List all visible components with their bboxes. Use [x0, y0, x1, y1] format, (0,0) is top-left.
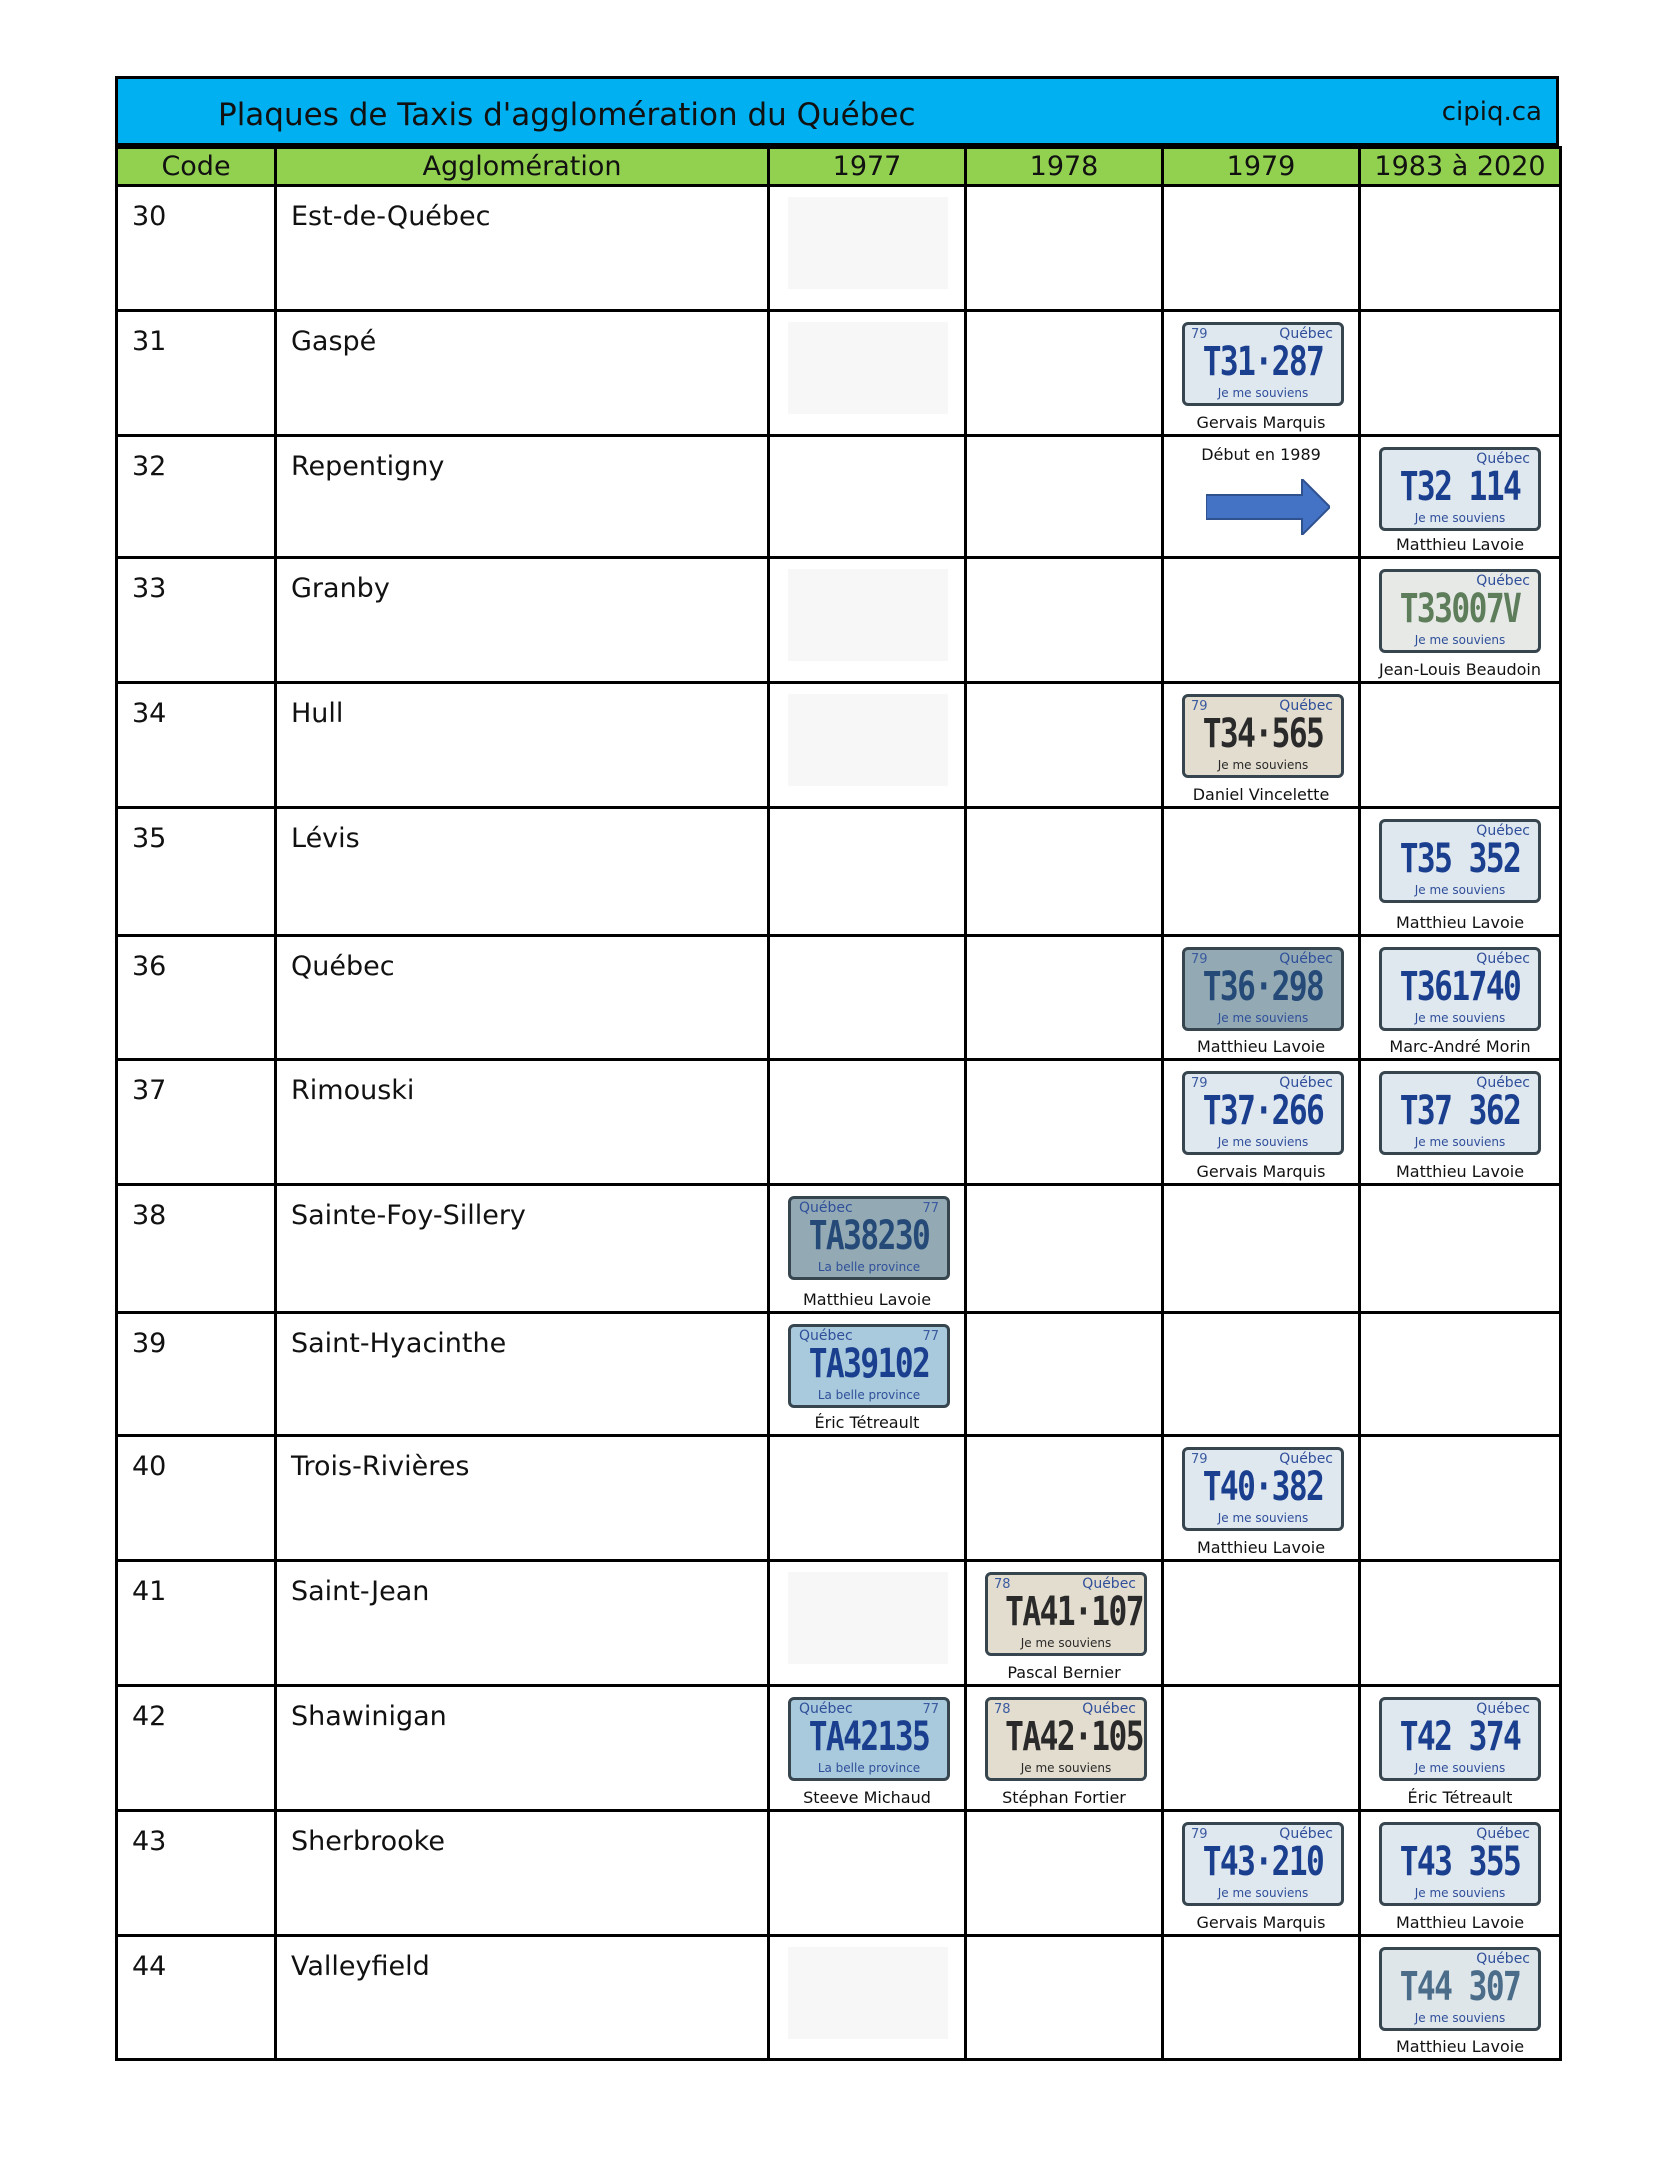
photo-credit: Steeve Michaud [803, 1788, 931, 1807]
cell-1978 [966, 436, 1163, 558]
photo-credit: Pascal Bernier [1007, 1663, 1121, 1682]
agglomeration-cell: Lévis [276, 808, 769, 936]
cell-1978 [966, 808, 1163, 936]
photo-credit: Matthieu Lavoie [1395, 1162, 1525, 1181]
cell-1979 [1163, 311, 1360, 436]
license-plate-image: Québec T32 114 Je me souviens [1379, 447, 1541, 531]
cell-1977 [769, 1686, 966, 1811]
cell-1978 [966, 1936, 1163, 2060]
cell-1977 [769, 1561, 966, 1686]
cell-1983 [1360, 1060, 1561, 1185]
cell-1977 [769, 1436, 966, 1561]
cell-1977 [769, 808, 966, 936]
license-plate-image: 79 Québec T37·266 Je me souviens [1182, 1071, 1344, 1155]
agglomeration-cell: Gaspé [276, 311, 769, 436]
agglomeration-cell: Shawinigan [276, 1686, 769, 1811]
cell-1983 [1360, 436, 1561, 558]
cell-1983 [1360, 1313, 1561, 1436]
cell-1978 [966, 558, 1163, 683]
agglomeration-cell: Saint-Jean [276, 1561, 769, 1686]
photo-credit: Gervais Marquis [1196, 1913, 1326, 1932]
agglomeration-cell: Sherbrooke [276, 1811, 769, 1936]
photo-credit: Stéphan Fortier [1002, 1788, 1126, 1807]
cell-1978 [966, 1185, 1163, 1313]
cell-1979 [1163, 1313, 1360, 1436]
plate-chart-sheet [115, 76, 1559, 2070]
cell-1978 [966, 1436, 1163, 1561]
cell-1978 [966, 1313, 1163, 1436]
column-header-1977: 1977 [769, 148, 966, 186]
start-note: Début en 1989 [1201, 445, 1321, 464]
agglomeration-cell: Trois-Rivières [276, 1436, 769, 1561]
photo-credit: Matthieu Lavoie [1395, 1913, 1525, 1932]
code-cell: 37 [117, 1060, 276, 1185]
code-cell: 41 [117, 1561, 276, 1686]
code-cell: 40 [117, 1436, 276, 1561]
table-row [117, 1686, 1561, 1811]
cell-1983 [1360, 936, 1561, 1060]
column-header-code: Code [117, 148, 276, 186]
cell-1979 [1163, 1185, 1360, 1313]
table-row [117, 1936, 1561, 2060]
license-plate-image: Québec 77 TA42135 La belle province [788, 1697, 950, 1781]
agglomeration-cell: Repentigny [276, 436, 769, 558]
faded-plate-image [788, 694, 948, 786]
photo-credit: Matthieu Lavoie [802, 1290, 932, 1309]
license-plate-image: Québec T44 307 Je me souviens [1379, 1947, 1541, 2031]
cell-1983 [1360, 1811, 1561, 1936]
cell-1978 [966, 683, 1163, 808]
cell-1983 [1360, 311, 1561, 436]
license-plate-image: 79 Québec T43·210 Je me souviens [1182, 1822, 1344, 1906]
cell-1983 [1360, 1436, 1561, 1561]
code-cell: 34 [117, 683, 276, 808]
agglomeration-cell: Québec [276, 936, 769, 1060]
cell-1977 [769, 683, 966, 808]
page-title: Plaques de Taxis d'agglomération du Québec [218, 97, 916, 133]
photo-credit: Matthieu Lavoie [1395, 2037, 1525, 2056]
cell-1983 [1360, 683, 1561, 808]
agglomeration-cell: Sainte-Foy-Sillery [276, 1185, 769, 1313]
license-plate-image: Québec T33007V Je me souviens [1379, 569, 1541, 653]
cell-1983 [1360, 808, 1561, 936]
cell-1978 [966, 1060, 1163, 1185]
column-header-agglomeration: Agglomération [276, 148, 769, 186]
cell-1977 [769, 558, 966, 683]
table-row [117, 1060, 1561, 1185]
license-plate-image: 79 Québec T31·287 Je me souviens [1182, 322, 1344, 406]
table-row [117, 1313, 1561, 1436]
column-header-1979: 1979 [1163, 148, 1360, 186]
cell-1978 [966, 1686, 1163, 1811]
site-link[interactable]: cipiq.ca [1441, 97, 1542, 127]
cell-1979 [1163, 1060, 1360, 1185]
cell-1977 [769, 186, 966, 311]
cell-1983 [1360, 1686, 1561, 1811]
table-row [117, 1185, 1561, 1313]
cell-1977 [769, 1185, 966, 1313]
cell-1978 [966, 186, 1163, 311]
code-cell: 39 [117, 1313, 276, 1436]
photo-credit: Jean-Louis Beaudoin [1378, 660, 1541, 679]
code-cell: 42 [117, 1686, 276, 1811]
license-plate-image: Québec T43 355 Je me souviens [1379, 1822, 1541, 1906]
faded-plate-image [788, 1572, 948, 1664]
photo-credit: Matthieu Lavoie [1395, 535, 1525, 554]
license-plate-image: Québec T37 362 Je me souviens [1379, 1071, 1541, 1155]
faded-plate-image [788, 197, 948, 289]
photo-credit: Matthieu Lavoie [1395, 913, 1525, 932]
code-cell: 35 [117, 808, 276, 936]
cell-1977 [769, 936, 966, 1060]
cell-1977 [769, 311, 966, 436]
cell-1979 [1163, 1436, 1360, 1561]
table-row [117, 1436, 1561, 1561]
cell-1978 [966, 936, 1163, 1060]
cell-1983 [1360, 1185, 1561, 1313]
license-plate-image: Québec T361740 Je me souviens [1379, 947, 1541, 1031]
photo-credit: Gervais Marquis [1196, 1162, 1326, 1181]
cell-1978 [966, 311, 1163, 436]
table-row [117, 186, 1561, 311]
license-plate-image: Québec 77 TA38230 La belle province [788, 1196, 950, 1280]
table-row [117, 936, 1561, 1060]
photo-credit: Éric Tétreault [1407, 1788, 1513, 1807]
agglomeration-cell: Granby [276, 558, 769, 683]
cell-1977 [769, 1936, 966, 2060]
photo-credit: Gervais Marquis [1196, 413, 1326, 432]
cell-1979 [1163, 1811, 1360, 1936]
cell-1983 [1360, 186, 1561, 311]
faded-plate-image [788, 1947, 948, 2039]
code-cell: 44 [117, 1936, 276, 2060]
cell-1978 [966, 1561, 1163, 1686]
plates-table [115, 146, 1562, 2061]
license-plate-image: Québec 77 TA39102 La belle province [788, 1324, 950, 1408]
license-plate-image: 78 Québec TA41·107 Je me souviens [985, 1572, 1147, 1656]
license-plate-image: 79 Québec T34·565 Je me souviens [1182, 694, 1344, 778]
cell-1979 [1163, 683, 1360, 808]
faded-plate-image [788, 322, 948, 414]
photo-credit: Éric Tétreault [814, 1413, 920, 1432]
agglomeration-cell: Rimouski [276, 1060, 769, 1185]
cell-1978 [966, 1811, 1163, 1936]
cell-1983 [1360, 1936, 1561, 2060]
photo-credit: Daniel Vincelette [1192, 785, 1330, 804]
agglomeration-cell: Est-de-Québec [276, 186, 769, 311]
cell-1979 [1163, 186, 1360, 311]
code-cell: 38 [117, 1185, 276, 1313]
license-plate-image: 79 Québec T36·298 Je me souviens [1182, 947, 1344, 1031]
agglomeration-cell: Hull [276, 683, 769, 808]
cell-1983 [1360, 558, 1561, 683]
photo-credit: Matthieu Lavoie [1196, 1538, 1326, 1557]
agglomeration-cell: Valleyfield [276, 1936, 769, 2060]
license-plate-image: 78 Québec TA42·105 Je me souviens [985, 1697, 1147, 1781]
code-cell: 43 [117, 1811, 276, 1936]
photo-credit: Marc-André Morin [1389, 1037, 1531, 1056]
cell-1979 [1163, 1686, 1360, 1811]
agglomeration-cell: Saint-Hyacinthe [276, 1313, 769, 1436]
license-plate-image: Québec T42 374 Je me souviens [1379, 1697, 1541, 1781]
code-cell: 31 [117, 311, 276, 436]
table-header-row [117, 148, 1561, 186]
cell-1977 [769, 1811, 966, 1936]
table-row [117, 683, 1561, 808]
cell-1979 [1163, 1561, 1360, 1686]
table-row [117, 436, 1561, 558]
photo-credit: Matthieu Lavoie [1196, 1037, 1326, 1056]
license-plate-image: Québec T35 352 Je me souviens [1379, 819, 1541, 903]
arrow-right-icon [1206, 479, 1330, 535]
code-cell: 36 [117, 936, 276, 1060]
column-header-1978: 1978 [966, 148, 1163, 186]
cell-1977 [769, 1313, 966, 1436]
table-row [117, 311, 1561, 436]
table-row [117, 1811, 1561, 1936]
license-plate-image: 79 Québec T40·382 Je me souviens [1182, 1447, 1344, 1531]
cell-1979 [1163, 936, 1360, 1060]
code-cell: 30 [117, 186, 276, 311]
cell-1977 [769, 436, 966, 558]
table-row [117, 808, 1561, 936]
cell-1979 [1163, 558, 1360, 683]
cell-1979 [1163, 808, 1360, 936]
cell-1977 [769, 1060, 966, 1185]
cell-1979 [1163, 436, 1360, 558]
title-banner [115, 76, 1559, 146]
faded-plate-image [788, 569, 948, 661]
table-row [117, 1561, 1561, 1686]
code-cell: 32 [117, 436, 276, 558]
table-row [117, 558, 1561, 683]
cell-1983 [1360, 1561, 1561, 1686]
code-cell: 33 [117, 558, 276, 683]
column-header-1983-2020: 1983 à 2020 [1360, 148, 1561, 186]
cell-1979 [1163, 1936, 1360, 2060]
